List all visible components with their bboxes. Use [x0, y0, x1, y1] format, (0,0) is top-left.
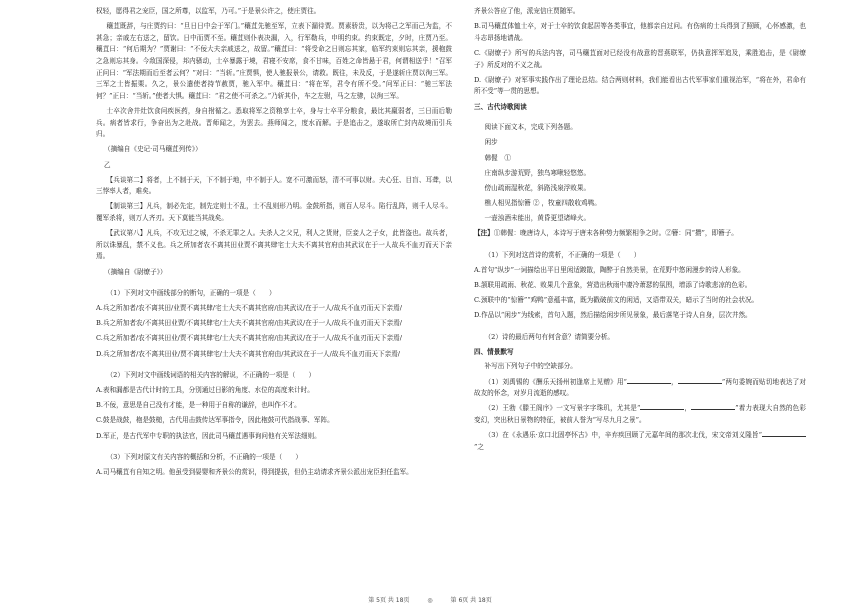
- source-note: （摘编自《史记·司马穰苴列传》）: [104, 145, 202, 154]
- text-paragraph: 权轻，愿得君之宠臣，国之所尊，以监军，乃可。”于是景公许之，使庄贾往。: [96, 7, 321, 15]
- option-b: B.不佞，意思是自己没有才能，是一种用于自称的谦辞，也叫作不才。: [96, 401, 301, 410]
- source-note: （摘编自《尉缭子》）: [104, 267, 167, 276]
- text-paragraph: 穰苴既辞，与庄贾约曰：“旦日日中会于军门。”穰苴先驰至军，立表下漏待贾。贾素骄贵，以为将己之军而己为监，不甚急；亲戚左右送之，留饮。日中而贾不至。穰苴则仆表决漏，入，行军勒兵，申明约束。约束既定，夕时，庄贾乃至。穰苴曰：“何后期为？”贾谢曰：“不佞大夫亲戚送之，故留。”穰苴曰：“将受命之日则忘其家，临军约束则忘其亲，援枹鼓之急则忘其身。今敌国深侵，邦内骚动，士卒暴露于境，君寝不安席，食不甘味，百姓之命皆悬于君，何谓相送乎！”召军正问曰：“军法期而后至者云何？”对曰：“当斩。”庄贾惧，使人驰报景公，请救。既往，未及反，于是遂斩庄贾以徇三军。三军之士皆振栗。久之，景公遣使者持节赦贾，驰入军中。穰苴曰：“将在军，君令有所不受。”问军正曰：“驰三军法何？”正曰：“当斩。”使者大惧。穰苴曰：“君之使不可杀之。”乃斩其仆，车之左驸，马之左骖，以徇三军。: [96, 22, 452, 100]
- page-footer: [0, 595, 860, 604]
- answer-blank[interactable]: [762, 430, 806, 437]
- answer-blank[interactable]: [691, 403, 735, 410]
- option-b: B.兵之所加者农/不离其田业贾/不离其肆宅/士大夫不离其官府/由其武议/在于一人/故兵不血刃而天下亲焉/: [96, 319, 403, 328]
- instruction-text: 补写出下列句子中的空缺部分。: [484, 362, 577, 371]
- text-label: 乙: [104, 160, 111, 169]
- fill-question: （3）在《永遇乐·京口北固亭怀古》中，辛弃疾回顾了元嘉年间的那次北伐，宋文帝刘义隆旨“”之: [474, 430, 806, 453]
- option-c: C.鼓是战鼓，枹是鼓槌，古代用击鼓传达军事指令，因此枹鼓可代指战事、军阵。: [96, 416, 334, 425]
- instruction-text: 阅读下面文本，完成下列各题。: [484, 123, 577, 132]
- answer-blank[interactable]: [678, 377, 722, 384]
- option-c: C.《尉缭子》所写的兵法内容，司马穰苴面对已经没有战意的晋燕联军，仍执意挥军追及，乘胜追击，是《尉缭子》所反对的不义之战。: [474, 48, 806, 69]
- option-d: D.军正，是古代军中专职的执法官，因此司马穰苴遇事询问他有关军法细则。: [96, 431, 321, 440]
- poem-title: 闲步: [484, 138, 498, 147]
- question-stem: （3）下列对原文有关内容的概括和分析，不正确的一项是（ ）: [106, 452, 302, 461]
- fill-question: （2）王勃《滕王阁序》一文写景字字珠玑，尤其是“ ， ”着力表现大自然的色彩变幻，突出秋日景物的特征，被前人誉为“写尽九月之景”。: [474, 404, 806, 424]
- question-stem: （1）下列对文中画线部分的断句，正确的一项是（ ）: [106, 288, 276, 297]
- option-b: B.颔联用疏雨、秋花、败果几个意象，营造出秋雨中凄冷萧瑟的氛围，增添了诗歌悲凉的色彩。: [474, 281, 752, 289]
- text-paragraph: 士卒次舍井灶饮食问疾医药，身自拊循之。悉取将军之资粮享士卒，身与士卒平分粮食，最比其羸弱者，三日而后勒兵。病者皆求行，争奋出为之赴战。晋师闻之，为罢去。燕师闻之，度水而解。于是追击之，遂取所亡封内故境而引兵归。: [96, 106, 452, 139]
- page-number-left: 第 5页 共 18页: [368, 597, 410, 604]
- poem-note: 【注】①韩偓：晚唐诗人，本诗写于唐末各种势力频繁相争之时。②簪：同“攒”，即簪子。: [474, 229, 738, 238]
- option-d: D.作品以“闲步”为线索，首句入题，然后描绘闲步所见景象，最后落笔于诗人自身，层次井然。: [474, 311, 752, 320]
- poem-author: 韩偓 ①: [484, 153, 511, 162]
- question-stem: （2）诗的最后两句有何含意？请简要分析。: [484, 332, 615, 341]
- question-stem: （2）下列对文中画线词语的相关内容的解说，不正确的一项是（ ）: [106, 370, 316, 379]
- fill-question: （1）刘禹锡的《酬乐天扬州初逢席上见赠》用“ ， ”两句委婉而贴切地表达了对故友的怀念，对岁月流逝的感叹。: [474, 377, 806, 398]
- poem-line: 傍山疏雨湿秋花，斜路浅泉浮败果。: [484, 183, 591, 192]
- divider-circle-icon: ◎: [427, 597, 433, 604]
- question-stem: （1）下列对这首诗的赏析，不正确的一项是（ ）: [484, 250, 641, 259]
- text-paragraph: 齐景公答应了他，派宠信庄贾随军。: [474, 7, 580, 15]
- option-a: A.表和漏都是古代计时的工具，分别通过日影的角度、水位的高度来计时。: [96, 385, 314, 394]
- option-c: C.兵之所加者/农不离其田业/贾不离其肆宅/士大夫不离其官府/由其武议/在于一人/故兵不血刃而天下亲焉/: [96, 334, 402, 343]
- option-d: D.兵之所加者/农不离其田业/贾不离其肆宅/士大夫不离其官府由/其武议在于一人/故兵不血刃而天下亲焉/: [96, 349, 401, 358]
- answer-blank[interactable]: [627, 377, 671, 384]
- page-number-right: 第 6页 共 18页: [450, 597, 492, 604]
- option-a: A.司马穰苴有自知之明。他虽受到晏婴和齐景公的赏识，得到提拔，但仍主动请求齐景公派出宠臣担任监军。: [96, 467, 413, 476]
- text-paragraph: 【武议第八】凡兵，不攻无过之城，不杀无罪之人。夫杀人之父兄，利人之货财，臣妾人之子女，此皆盗也。故兵者，所以诛暴乱，禁不义也。兵之所加者农不离其田业贾不离其肆宅士大夫不离其官府由其武议在于一人故兵不血刃而天下亲焉。: [96, 229, 452, 261]
- left-column: [96, 6, 452, 482]
- option-b: B.司马穰苴体恤士卒，对于士卒的饮食起居等各类事宜，他都亲自过问。有伤病的士兵得到了照顾，心怀感激，也斗志昂扬地请战。: [474, 22, 806, 42]
- option-a: A.首句“纵步”一词描绘出平日里闲适踱散，陶醉于自然美景，在荒野中悠闲漫步的诗人形象。: [474, 265, 745, 274]
- poem-line: 庄南纵步游荒野，独鸟寒啾轻悠悠。: [484, 168, 591, 177]
- section-heading: 三、古代诗歌阅读: [474, 102, 527, 111]
- text-paragraph: 【兵谈第二】将者，上不制于天，下不制于地，中不制于人。宽不可激而怒，清不可事以财。夫心狂、目盲、耳聋，以三悖率人者，难矣。: [96, 175, 452, 196]
- text-paragraph: 【制谈第三】凡兵，制必先定，制先定则士不乱，士不乱则形乃明。金鼓所指，则百人尽斗。陷行乱阵，则千人尽斗。覆军杀将，则万人齐刃。天下莫能当其战矣。: [96, 202, 452, 223]
- answer-blank[interactable]: [640, 403, 684, 410]
- option-d: D.《尉缭子》对军事实践作出了理论总结。结合两则材料，我们能看出古代军事家们重视治军，“将在外，君命有所不受”等一贯的思想。: [474, 75, 806, 96]
- right-column: [474, 6, 806, 457]
- option-a: A.兵之所加者/农不离其田/业贾不离其肆/宅士大夫不离其官府/由其武议/在于一人/故兵不血刃而天下亲焉/: [96, 304, 402, 312]
- option-c: C.颈联中的“惊簪”“鸡鸭”意蕴丰富，既为戳破前文的闲适，又语带双关，暗示了当时的社会状况。: [474, 296, 759, 305]
- poem-line: 樵人相见指惊簪 ② ，牧童四散收鸡鸭。: [484, 199, 601, 208]
- poem-line: 一壶浊酒未能出，黄昏更望诸峰火。: [484, 214, 591, 223]
- section-heading: 四、情景默写: [474, 347, 514, 356]
